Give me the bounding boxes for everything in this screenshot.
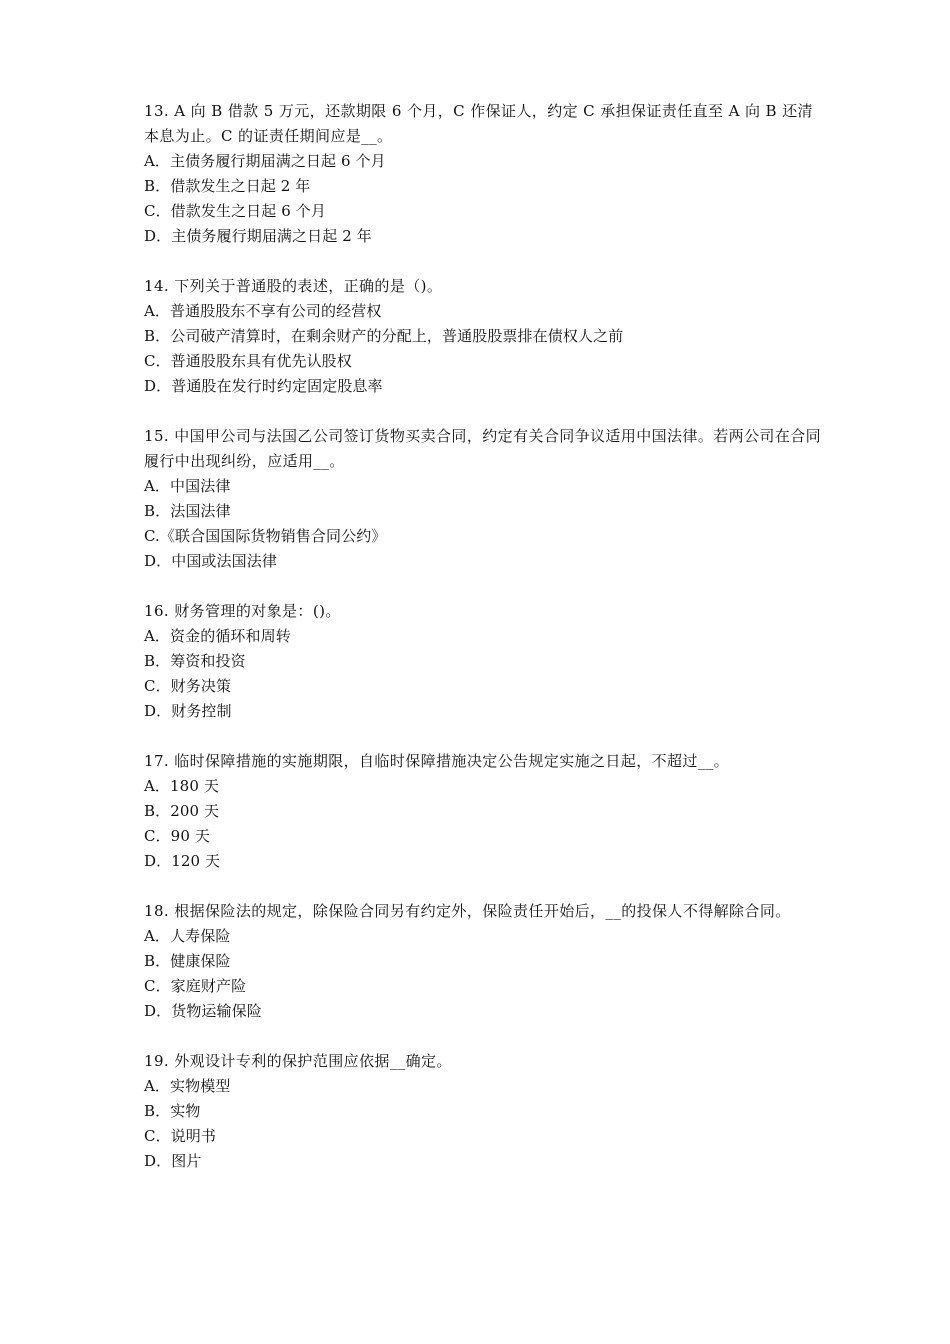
question-16	[144, 599, 824, 724]
question-stem: 13. A 向 B 借款 5 万元，还款期限 6 个月，C 作保证人，约定 C 承担保证责任直至 A 向 B 还清本息为止。C 的证责任期间应是__。	[144, 102, 813, 145]
question-stem: 15. 中国甲公司与法国乙公司签订货物买卖合同，约定有关合同争议适用中国法律。若两公司在合同履行中出现纠纷，应适用__。	[144, 427, 822, 470]
option-d: D．财务控制	[144, 702, 232, 720]
option-c: C．借款发生之日起 6 个月	[144, 202, 326, 220]
option-d: D．中国或法国法律	[144, 552, 277, 570]
option-c: C．普通股股东具有优先认股权	[144, 352, 352, 370]
question-13	[144, 99, 824, 249]
option-d: D．120 天	[144, 852, 221, 870]
question-19	[144, 1049, 824, 1174]
question-stem: 16. 财务管理的对象是：()。	[144, 602, 341, 620]
option-d: D．主债务履行期届满之日起 2 年	[144, 227, 372, 245]
option-a: A．资金的循环和周转	[144, 627, 291, 645]
option-a: A．中国法律	[144, 477, 231, 495]
option-b: B．借款发生之日起 2 年	[144, 177, 311, 195]
option-b: B．法国法律	[144, 502, 231, 520]
option-d: D．图片	[144, 1152, 202, 1170]
question-stem: 19. 外观设计专利的保护范围应依据__确定。	[144, 1052, 452, 1070]
option-c: C.《联合国国际货物销售合同公约》	[144, 527, 387, 545]
option-a: A．普通股股东不享有公司的经营权	[144, 302, 382, 320]
question-stem: 17. 临时保障措施的实施期限，自临时保障措施决定公告规定实施之日起，不超过__。	[144, 752, 730, 770]
option-b: B．筹资和投资	[144, 652, 246, 670]
question-stem: 18. 根据保险法的规定，除保险合同另有约定外，保险责任开始后，__的投保人不得解除合同。	[144, 902, 791, 920]
option-a: A．180 天	[144, 777, 219, 795]
option-a: A．人寿保险	[144, 927, 231, 945]
option-d: D．普通股在发行时约定固定股息率	[144, 377, 383, 395]
option-c: C．说明书	[144, 1127, 216, 1145]
document-page	[144, 99, 824, 1199]
question-15	[144, 424, 824, 574]
option-c: C．家庭财产险	[144, 977, 247, 995]
option-d: D．货物运输保险	[144, 1002, 262, 1020]
option-b: B．健康保险	[144, 952, 231, 970]
question-18	[144, 899, 824, 1024]
question-17	[144, 749, 824, 874]
option-b: B．实物	[144, 1102, 201, 1120]
option-a: A．实物模型	[144, 1077, 231, 1095]
question-stem: 14. 下列关于普通股的表述，正确的是（)。	[144, 277, 443, 295]
option-c: C．财务决策	[144, 677, 232, 695]
option-b: B．公司破产清算时，在剩余财产的分配上，普通股股票排在债权人之前	[144, 327, 624, 345]
question-14	[144, 274, 824, 399]
option-b: B．200 天	[144, 802, 220, 820]
option-a: A．主债务履行期届满之日起 6 个月	[144, 152, 386, 170]
option-c: C．90 天	[144, 827, 210, 845]
